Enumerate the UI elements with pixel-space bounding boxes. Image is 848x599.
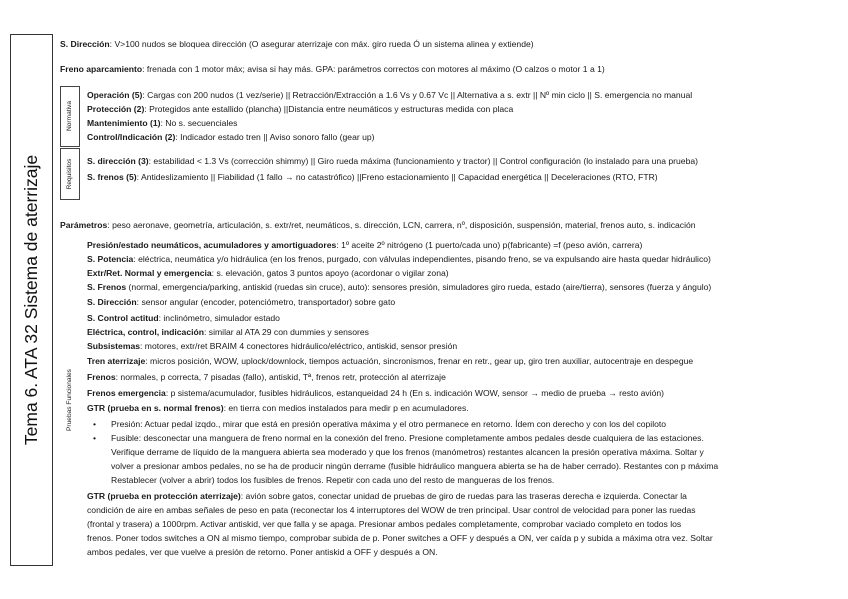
bullet-item-fusible: Fusible: desconectar una manguera de freno normal en la conexión del freno. Presione completamente ambos pedales desde cualquiera de las estaciones. (111, 433, 704, 443)
parametros-line (60, 220, 696, 231)
item-heading: S. Potencia (87, 254, 134, 264)
item-text: (normal, emergencia/parking, antiskid (ruedas sin cruce), auto): sensores presión, simuladores giro rueda, estado (aire/tierra), sensores (fuerza y ángulo) (126, 282, 712, 292)
normativa-label: Normativa (66, 100, 73, 132)
gtr-proteccion-text: : avión sobre gatos, conectar unidad de pruebas de giro de ruedas para las traseras derecha e izquierda. Conectar la (240, 491, 687, 501)
item-text: : s. elevación, gatos 3 puntos apoyo (acordonar o vigilar zona) (211, 268, 449, 278)
bullet-marker: • (93, 433, 97, 443)
freno-heading: Freno aparcamiento (60, 64, 143, 74)
pruebas-item (87, 327, 369, 338)
pruebas-item (87, 282, 711, 293)
item-heading: Presión/estado neumáticos, acumuladores y amortiguadores (87, 240, 337, 250)
requisitos-item (87, 172, 658, 183)
requisitos-label: Requisitos (66, 158, 73, 190)
bullet-item-fusible-cont: volver a presionar ambos pedales, no se ha de producir ningún derrame (fusible hidráulico manguera abierta se ha de haber cerrado). Restantes con p máxima (111, 461, 719, 471)
item-text: : eléctrica, neumática y/o hidráulica (en los frenos, purgado, con válvulas independientes, pisando freno, se va expulsando aire hasta quedar hidráulico) (133, 254, 711, 264)
direccion-line (60, 39, 534, 50)
bullet-marker: • (93, 419, 97, 429)
pruebas-item (87, 356, 693, 367)
item-text: : Antideslizamiento || Fiabilidad (1 fallo → no catastrófico) ||Freno estacionamiento || Capacidad energética || Deceleraciones (RTO, FTR) (136, 172, 658, 182)
gtr-proteccion-heading: GTR (prueba en protección aterrizaje) (87, 491, 241, 501)
item-text: : Cargas con 200 nudos (1 vez/serie) || Retracción/Extracción a 1.6 Vs y 0.67 Vc || Alternativa a s. extr || Nº min ciclo || S. emergencia no manual (142, 90, 693, 100)
gtr-proteccion-line: frenos. Poner todos switches a ON al mismo tiempo, comprobar subida de p. Poner switches a OFF y después a ON, ver caída p y subida a máxima otra vez. Soltar (87, 533, 713, 543)
item-heading: Tren aterrizaje (87, 356, 146, 366)
item-text: : normales, p correcta, 7 pisadas (fallo), antiskid, Tª, frenos retr, protección al aterrizaje (115, 372, 446, 382)
normativa-item (87, 132, 375, 143)
item-heading: Frenos emergencia (87, 388, 166, 398)
pruebas-item (87, 313, 280, 324)
pruebas-item (87, 388, 664, 399)
pruebas-label: Pruebas Funcionales (66, 369, 73, 431)
item-heading: S. Control actitud (87, 313, 159, 323)
page-title: Tema 6. ATA 32 Sistema de aterrizaje (21, 154, 41, 446)
gtr-proteccion-line: ambos pedales, ver que vuelve a presión de retorno. Poner antiskid a OFF y después a ON. (87, 547, 438, 557)
item-text: : Indicador estado tren || Aviso sonoro fallo (gear up) (175, 132, 375, 142)
direccion-heading: S. Dirección (60, 39, 110, 49)
item-text: : p sistema/acumulador, fusibles hidráulicos, estanqueidad 24 h (En s. indicación WOW, sensor → medio de prueba → resto avión) (165, 388, 665, 398)
bullet-item-fusible-cont: Restablecer (volver a abrir) todos los fusibles de frenos. Repetir con cada uno del resto de mangueras de los frenos. (111, 475, 555, 485)
item-text: : similar al ATA 29 con dummies y sensores (204, 327, 369, 337)
gtr-proteccion-line: condición de aire en ambas señales de peso en pata (reconectar los 4 interruptores del WOW de tren principal. Usar control de velocidad para poner las ruedas (87, 505, 696, 515)
normativa-item (87, 104, 513, 115)
normativa-item (87, 90, 692, 101)
gtr-proteccion-line: (frontal y trasera) a 1000rpm. Activar antiskid, ver que falla y se apaga. Presionar ambos pedales completamente, comprobar vaciado completo en todos los (87, 519, 682, 529)
item-heading: Subsistemas (87, 341, 141, 351)
pruebas-item (87, 268, 449, 279)
item-heading: Extr/Ret. Normal y emergencia (87, 268, 212, 278)
parametros-text: : peso aeronave, geometría, articulación, s. extr/ret, neumáticos, s. dirección, LCN, carrera, nº, disposición, suspensión, material, frenos auto, s. indicación (107, 220, 696, 230)
normativa-item (87, 118, 237, 129)
pruebas-item (87, 297, 395, 308)
item-text: : Protegidos ante estallido (plancha) ||Distancia entre neumáticos y estructuras medida con placa (144, 104, 514, 114)
bullet-item-fusible-cont: Verifique derrame de líquido de la manguera abierta sea moderado y que los frenos (manómetros) restantes alcancen la presión operativa máxima. Soltar y (111, 447, 704, 457)
freno-line (60, 64, 605, 75)
item-heading: Operación (5) (87, 90, 143, 100)
item-heading: Control/Indicación (2) (87, 132, 176, 142)
item-text: : inclinómetro, simulador estado (158, 313, 280, 323)
item-heading: Protección (2) (87, 104, 145, 114)
item-heading: GTR (prueba en s. normal frenos) (87, 403, 224, 413)
pruebas-item (87, 403, 469, 414)
pruebas-item (87, 240, 642, 251)
pruebas-item (87, 341, 457, 352)
freno-text: : frenada con 1 motor máx; avisa si hay más. GPA: parámetros correctos con motores al máximo (O calzos o motor 1 a 1) (142, 64, 605, 74)
item-heading: S. frenos (5) (87, 172, 137, 182)
item-heading: Frenos (87, 372, 116, 382)
item-text: : micros posición, WOW, uplock/downlock, tiempos actuación, sincronismos, frenar en retr., gear up, giro tren auxiliar, autocentraje en despegue (145, 356, 694, 366)
item-text: : motores, extr/ret BRAIM 4 conectores hidráulico/eléctrico, antiskid, sensor presión (140, 341, 458, 351)
item-text: : 1º aceite 2º nitrógeno (1 puerto/cada uno) p(fabricante) =f (peso avión, carrera) (336, 240, 643, 250)
bullet-item-presion: Presión: Actuar pedal izqdo., mirar que está en presión operativa máxima y el otro permanece en retorno. Ídem con derecho y con los del copiloto (111, 419, 667, 429)
item-text: : en tierra con medios instalados para medir p en acumuladores. (223, 403, 469, 413)
item-text: : sensor angular (encoder, potenciómetro, transportador) sobre gato (136, 297, 396, 307)
item-heading: S. Dirección (87, 297, 137, 307)
requisitos-item (87, 156, 698, 167)
gtr-proteccion-line (87, 491, 687, 502)
item-heading: Eléctrica, control, indicación (87, 327, 205, 337)
item-heading: S. Frenos (87, 282, 127, 292)
pruebas-item (87, 372, 446, 383)
item-text: : No s. secuenciales (160, 118, 238, 128)
direccion-text: : V>100 nudos se bloquea dirección (O asegurar aterrizaje con máx. giro rueda Ó un sistema alinea y extiende) (109, 39, 534, 49)
parametros-heading: Parámetros (60, 220, 108, 230)
pruebas-item (87, 254, 711, 265)
item-text: : estabilidad < 1.3 Vs (corrección shimmy) || Giro rueda máxima (funcionamiento y tractor) || Control configuración (lo instalado para una prueba) (148, 156, 699, 166)
item-heading: S. dirección (3) (87, 156, 149, 166)
item-heading: Mantenimiento (1) (87, 118, 161, 128)
